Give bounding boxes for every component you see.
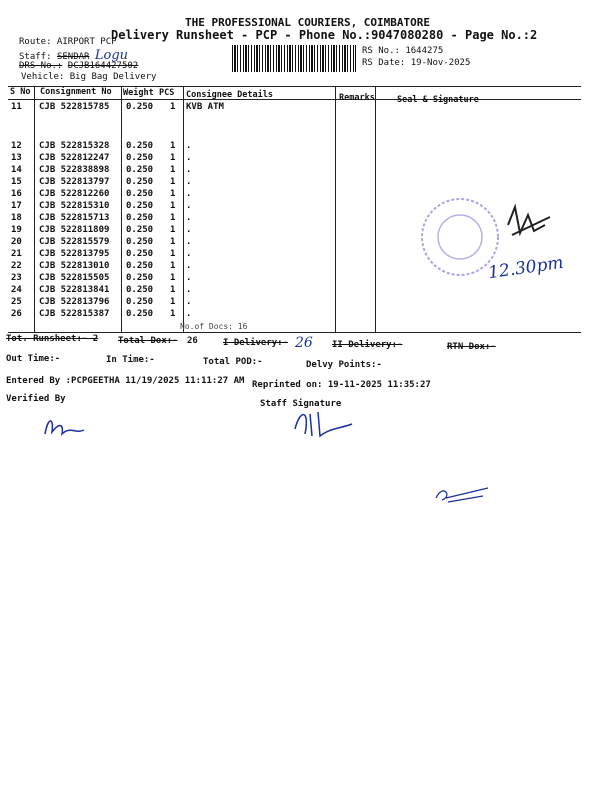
total-dox-value: 26: [187, 336, 198, 346]
cell-consignee: .: [186, 261, 192, 271]
table-row: [0, 177, 600, 189]
cell-sno: 25: [11, 297, 22, 307]
cell-pcs: 1: [170, 261, 176, 271]
cell-consignee: .: [186, 237, 192, 247]
cell-consignment: CJB 522812247: [39, 153, 110, 163]
drs-label: DRS No.:: [19, 61, 63, 71]
cell-weight: 0.250: [126, 273, 154, 283]
cell-pcs: 1: [170, 285, 176, 295]
table-row: [0, 153, 600, 165]
no-of-docs: No.of Docs: 16: [180, 322, 248, 331]
rs-number: RS No.: 1644275: [362, 46, 444, 56]
cell-sno: 20: [11, 237, 22, 247]
out-time: Out Time:-: [6, 354, 61, 364]
cell-consignee: .: [186, 225, 192, 235]
delvy-points: Delvy Points:-: [306, 360, 382, 370]
cell-consignment: CJB 522813841: [39, 285, 110, 295]
rtn-dox: RTN Dox:-: [447, 342, 496, 352]
cell-sno: 18: [11, 213, 22, 223]
i-delivery: I Delivery:-: [223, 338, 289, 348]
cell-consignee: .: [186, 213, 192, 223]
cell-weight: 0.250: [126, 261, 154, 271]
total-pod: Total POD:-: [203, 357, 263, 367]
cell-sno: 15: [11, 177, 22, 187]
cell-sno: 23: [11, 273, 22, 283]
cell-pcs: 1: [170, 153, 176, 163]
col-consignee: Consignee Details: [186, 90, 273, 100]
cell-pcs: 1: [170, 309, 176, 319]
cell-sno: 14: [11, 165, 22, 175]
cell-sno: 12: [11, 141, 22, 151]
col-remarks: Remarks: [339, 93, 375, 103]
col-seal: Seal & Signature: [397, 95, 479, 105]
rs-date: RS Date: 19-Nov-2025: [362, 58, 471, 68]
cell-pcs: 1: [170, 189, 176, 199]
ii-delivery: II Delivery:-: [332, 340, 403, 350]
cell-consignment: CJB 522812260: [39, 189, 110, 199]
cell-consignment: CJB 522813795: [39, 249, 110, 259]
cell-pcs: 1: [170, 273, 176, 283]
cell-consignment: CJB 522815579: [39, 237, 110, 247]
cell-pcs: 1: [170, 141, 176, 151]
cell-weight: 0.250: [126, 153, 154, 163]
cell-weight: 0.250: [126, 285, 154, 295]
corner-signature: [428, 478, 498, 508]
cell-consignment: CJB 522813010: [39, 261, 110, 271]
tot-runsheet: Tot. Runsheet:- 2: [6, 334, 99, 344]
cell-pcs: 1: [170, 297, 176, 307]
cell-sno: 21: [11, 249, 22, 259]
cell-pcs: 1: [170, 102, 176, 112]
cell-sno: 19: [11, 225, 22, 235]
cell-weight: 0.250: [126, 309, 154, 319]
cell-consignee: .: [186, 141, 192, 151]
seal-signature-scribble: [508, 207, 550, 235]
cell-consignment: CJB 522838898: [39, 165, 110, 175]
cell-consignee: .: [186, 285, 192, 295]
table-row: [0, 165, 600, 177]
page-title: Delivery Runsheet - PCP - Phone No.:9047080280 - Page No.:2: [111, 28, 538, 42]
cell-consignee: .: [186, 189, 192, 199]
reprinted-on: Reprinted on: 19-11-2025 11:35:27: [252, 380, 431, 390]
cell-pcs: 1: [170, 213, 176, 223]
cell-weight: 0.250: [126, 297, 154, 307]
cell-pcs: 1: [170, 177, 176, 187]
cell-consignee: .: [186, 249, 192, 259]
total-dox-label: Total Dox:-: [118, 336, 178, 346]
table-row: [0, 297, 600, 309]
cell-weight: 0.250: [126, 177, 154, 187]
cell-consignee: .: [186, 177, 192, 187]
cell-sno: 11: [11, 102, 22, 112]
table-row: [0, 141, 600, 153]
staff-signature: Staff Signature: [260, 399, 342, 409]
route: Route: AIRPORT PCP: [19, 37, 117, 47]
col-weight: Weight: [123, 88, 154, 98]
vehicle: Vehicle: Big Bag Delivery: [21, 72, 157, 82]
table-row: [0, 285, 600, 297]
drs-value: DCJB164427502: [67, 61, 139, 71]
cell-sno: 26: [11, 309, 22, 319]
table-row: [0, 309, 600, 321]
cell-consignee: KVB ATM: [186, 102, 224, 112]
cell-pcs: 1: [170, 249, 176, 259]
staff-signature-mark: [290, 404, 360, 444]
staff-value: SENDAR: [56, 52, 90, 62]
col-sno: S No: [10, 87, 31, 97]
cell-sno: 17: [11, 201, 22, 211]
cell-consignment: CJB 522815505: [39, 273, 110, 283]
staff-handwritten: Logu: [94, 48, 129, 63]
cell-weight: 0.250: [126, 249, 154, 259]
cell-pcs: 1: [170, 237, 176, 247]
staff-label: Staff:: [19, 52, 52, 62]
cell-consignment: CJB 522815328: [39, 141, 110, 151]
company-name: THE PROFESSIONAL COURIERS, COIMBATORE: [185, 16, 431, 29]
cell-consignee: .: [186, 201, 192, 211]
cell-consignment: CJB 522815785: [39, 102, 110, 112]
cell-sno: 16: [11, 189, 22, 199]
cell-consignment: CJB 522815713: [39, 213, 110, 223]
cell-weight: 0.250: [126, 141, 154, 151]
cell-weight: 0.250: [126, 201, 154, 211]
cell-consignment: CJB 522811809: [39, 225, 110, 235]
cell-pcs: 1: [170, 165, 176, 175]
cell-sno: 13: [11, 153, 22, 163]
drs-row: [19, 61, 138, 71]
cell-consignee: .: [186, 153, 192, 163]
cell-weight: 0.250: [126, 165, 154, 175]
cell-consignment: CJB 522813796: [39, 297, 110, 307]
cell-sno: 22: [11, 261, 22, 271]
col-consignment: Consignment No: [40, 87, 112, 97]
cell-sno: 24: [11, 285, 22, 295]
cell-weight: 0.250: [126, 225, 154, 235]
verified-by: Verified By: [6, 394, 66, 404]
cell-consignee: .: [186, 273, 192, 283]
cell-consignee: .: [186, 297, 192, 307]
verified-signature: [40, 412, 100, 442]
cell-pcs: 1: [170, 201, 176, 211]
in-time: In Time:-: [106, 355, 155, 365]
cell-consignment: CJB 522813797: [39, 177, 110, 187]
cell-pcs: 1: [170, 225, 176, 235]
col-pcs: PCS: [159, 88, 175, 98]
cell-weight: 0.250: [126, 102, 154, 112]
handwritten-delivery-count: 26: [295, 335, 313, 351]
cell-consignee: .: [186, 309, 192, 319]
entered-by: Entered By :PCPGEETHA 11/19/2025 11:11:27 AM: [6, 376, 245, 386]
stamp-inner-ring: [438, 215, 482, 259]
cell-consignment: CJB 522815310: [39, 201, 110, 211]
table-row: [0, 102, 600, 114]
cell-consignee: .: [186, 165, 192, 175]
cell-weight: 0.250: [126, 237, 154, 247]
cell-weight: 0.250: [126, 213, 154, 223]
cell-weight: 0.250: [126, 189, 154, 199]
barcode: [232, 45, 356, 72]
cell-consignment: CJB 522815387: [39, 309, 110, 319]
handwritten-time: 12.30pm: [486, 252, 565, 284]
